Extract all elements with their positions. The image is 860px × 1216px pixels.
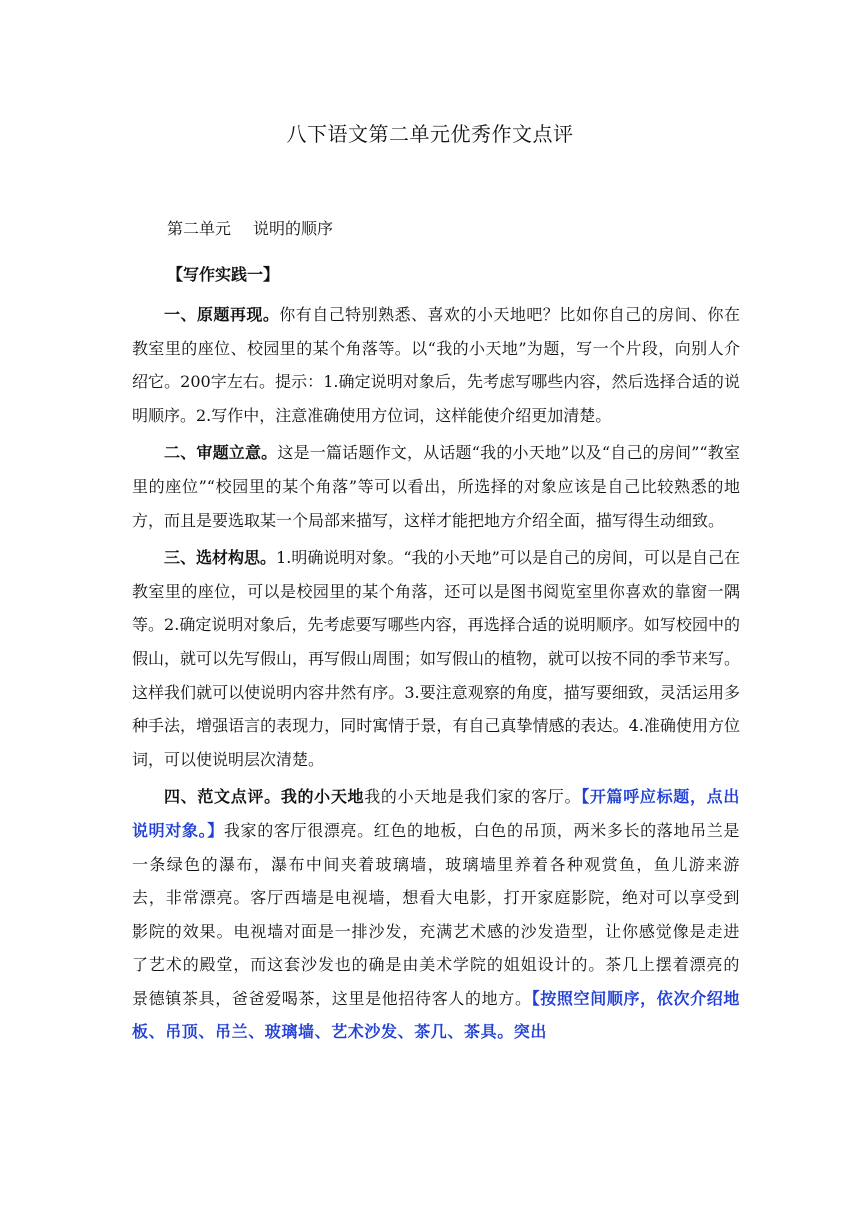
- essay-title: 我的小天地: [280, 787, 365, 807]
- section-text: 这是一篇话题作文，从话题“我的小天地”以及“自己的房间”“教室里的座位”“校园里的某个角落”等可以看出，所选择的对象应该是自己比较熟悉的地方，而且是要选取某一个局部来描写，这样才能把地方介绍全面，描写得生动细致。: [132, 443, 740, 530]
- practice-heading: 【写作实践一】: [167, 265, 280, 284]
- section-material-planning: [132, 541, 740, 776]
- section-sample-essay: [132, 780, 740, 1049]
- section-text: 你有自己特别熟悉、喜欢的小天地吧？比如你自己的房间、你在教室里的座位、校园里的某个角落等。以“我的小天地”为题，写一个片段，向别人介绍它。200字左右。提示：1.确定说明对象后，先考虑写哪些内容，然后选择合适的说明顺序。2.写作中，注意准确使用方位词，这样能使介绍更加清楚。: [132, 305, 740, 425]
- unit-heading: [167, 216, 333, 239]
- essay-text: 我家的客厅很漂亮。红色的地板，白色的吊顶，两米多长的落地吊兰是一条绿色的瀑布，瀑布中间夹着玻璃墙，玻璃墙里养着各种观赏鱼，鱼儿游来游去，非常漂亮。客厅西墙是电视墙，想看大电影，打开家庭影院，绝对可以享受到影院的效果。电视墙对面是一排沙发，充满艺术感的沙发造型，让你感觉像是走进了艺术的殿堂，而这套沙发也的确是由美术学院的姐姐设计的。茶几上摆着漂亮的景德镇茶具，爸爸爱喝茶，这里是他招待客人的地方。: [132, 820, 740, 1008]
- section-heading: 三、选材构思。: [164, 548, 277, 568]
- document-body: [132, 298, 740, 1053]
- essay-comment: 【开篇呼应标题，点出说明对象。】: [132, 787, 740, 840]
- section-heading: 二、审题立意。: [164, 443, 278, 463]
- unit-label: 第二单元: [167, 219, 232, 238]
- essay-comment: 【按照空间顺序，依次介绍地板、吊顶、吊兰、玻璃墙、艺术沙发、茶几、茶具。突出: [132, 988, 740, 1042]
- section-original-question: [132, 298, 740, 432]
- unit-topic: 说明的顺序: [253, 219, 334, 238]
- essay-text: 我的小天地是我们家的客厅。: [364, 787, 582, 807]
- section-text: 1.明确说明对象。“我的小天地”可以是自己的房间，可以是自己在教室里的座位，可以是校园里的某个角落，还可以是图书阅览室里你喜欢的靠窗一隅等。2.确定说明对象后，先考虑要写哪些内容，再选择合适的说明顺序。如写校园中的假山，就可以先写假山，再写假山周围；如写假山的植物，就可以按不同的季节来写。这样我们就可以使说明内容井然有序。3.要注意观察的角度，描写要细致，灵活运用多种手法，增强语言的表现力，同时寓情于景，有自己真挚情感的表达。4.准确使用方位词，可以使说明层次清楚。: [132, 548, 741, 769]
- section-heading: 一、原题再现。: [164, 305, 280, 324]
- section-topic-analysis: [132, 436, 740, 537]
- document-title: 八下语文第二单元优秀作文点评: [286, 122, 574, 146]
- section-heading: 四、范文点评。: [164, 787, 281, 807]
